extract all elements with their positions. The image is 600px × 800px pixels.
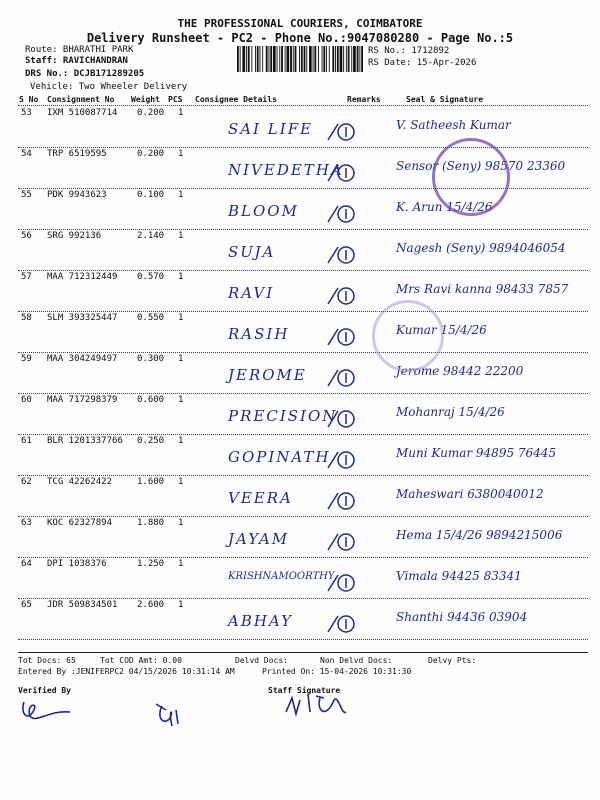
row-sno: 53 — [21, 108, 32, 118]
row-pcs: 1 — [178, 108, 184, 118]
row-pcs: 1 — [178, 477, 184, 487]
row-seal-signature: Shanthi 94436 03904 — [396, 610, 528, 624]
row-consignee-name: PRECISION — [228, 407, 338, 425]
row-pcs: 1 — [178, 354, 184, 364]
row-consignee-name: RAVI — [228, 284, 275, 302]
row-consignment-no: TCG 42262422 — [47, 477, 113, 487]
row-consignee-name: GOPINATH — [228, 448, 331, 466]
table-row — [0, 354, 600, 396]
table-row — [0, 231, 600, 273]
row-consignee-name: NIVEDETHA — [228, 161, 344, 179]
row-consignee-name: SUJA — [228, 243, 276, 261]
row-consignment-no: TRP 6519595 — [47, 149, 107, 159]
printed-on: Printed On: 15-04-2026 10:31:30 — [262, 667, 412, 676]
remark-delivered-mark — [326, 571, 356, 595]
remark-delivered-mark — [326, 284, 356, 308]
verifier-signature — [18, 696, 78, 726]
staff-signature — [282, 690, 362, 724]
row-divider — [18, 598, 588, 599]
staff-signature-label: Staff Signature — [268, 686, 341, 695]
col-pcs: PCS — [168, 95, 183, 104]
table-row — [0, 477, 600, 519]
col-consignment: Consignment No — [47, 95, 115, 104]
row-weight: 0.570 — [137, 272, 165, 282]
row-weight: 0.550 — [137, 313, 165, 323]
table-row — [0, 149, 600, 191]
col-remarks: Remarks — [347, 95, 381, 104]
row-consignment-no: IXM 510087714 — [47, 108, 118, 118]
row-weight: 0.300 — [137, 354, 165, 364]
col-sno: S No — [19, 95, 39, 104]
row-seal-signature: Jerome 98442 22200 — [396, 364, 524, 378]
row-consignment-no: JDR 509834501 — [47, 600, 118, 610]
row-sno: 59 — [21, 354, 32, 364]
row-seal-signature: Kumar 15/4/26 — [396, 323, 487, 337]
verified-by-label: Verified By — [18, 686, 71, 695]
row-consignment-no: SLM 393325447 — [47, 313, 118, 323]
row-weight: 0.200 — [137, 149, 165, 159]
remark-delivered-mark — [326, 489, 356, 513]
table-row — [0, 395, 600, 437]
remark-delivered-mark — [326, 612, 356, 636]
row-sno: 58 — [21, 313, 32, 323]
row-sno: 61 — [21, 436, 32, 446]
row-consignee-name: JEROME — [228, 366, 307, 384]
row-pcs: 1 — [178, 518, 184, 528]
row-sno: 57 — [21, 272, 32, 282]
row-divider — [18, 434, 588, 435]
row-pcs: 1 — [178, 272, 184, 282]
row-weight: 0.100 — [137, 190, 165, 200]
row-consignee-name: BLOOM — [228, 202, 299, 220]
row-consignment-no: MAA 304249497 — [47, 354, 118, 364]
row-consignee-name: KRISHNAMOORTHY — [228, 571, 335, 582]
footer-divider — [18, 652, 588, 653]
row-weight: 0.200 — [137, 108, 165, 118]
row-consignee-name: SAI LIFE — [228, 120, 314, 138]
remark-delivered-mark — [326, 243, 356, 267]
row-consignment-no: MAA 712312449 — [47, 272, 118, 282]
row-pcs: 1 — [178, 231, 184, 241]
row-sno: 54 — [21, 149, 32, 159]
row-pcs: 1 — [178, 395, 184, 405]
table-row — [0, 559, 600, 601]
remark-delivered-mark — [326, 366, 356, 390]
staff: Staff: RAVICHANDRAN — [25, 56, 128, 66]
row-pcs: 1 — [178, 600, 184, 610]
table-row — [0, 518, 600, 560]
table-row — [0, 313, 600, 355]
row-pcs: 1 — [178, 559, 184, 569]
row-pcs: 1 — [178, 313, 184, 323]
row-weight: 1.600 — [137, 477, 165, 487]
row-divider — [18, 639, 588, 640]
company-seal-stamp — [432, 138, 510, 216]
row-weight: 1.250 — [137, 559, 165, 569]
rs-number: RS No.: 1712892 — [368, 46, 450, 56]
row-seal-signature: K. Arun 15/4/26 — [396, 200, 493, 214]
route: Route: BHARATHI PARK — [25, 45, 134, 55]
row-divider — [18, 270, 588, 271]
row-divider — [18, 311, 588, 312]
remark-delivered-mark — [326, 407, 356, 431]
vehicle: Vehicle: Two Wheeler Delivery — [30, 82, 188, 92]
row-consignment-no: KOC 62327894 — [47, 518, 113, 528]
row-divider — [18, 516, 588, 517]
non-delivered-docs: Non Delvd Docs: — [320, 656, 393, 665]
row-consignee-name: VEERA — [228, 489, 293, 507]
row-sno: 60 — [21, 395, 32, 405]
remark-delivered-mark — [326, 120, 356, 144]
rs-date: RS Date: 15-Apr-2026 — [368, 58, 477, 68]
runsheet-title: Delivery Runsheet - PC2 - Phone No.:9047080280 - Page No.:5 — [86, 31, 514, 45]
company-name: THE PROFESSIONAL COURIERS, COIMBATORE — [177, 17, 423, 30]
row-divider — [18, 147, 588, 148]
row-weight: 0.600 — [137, 395, 165, 405]
remark-delivered-mark — [326, 530, 356, 554]
total-cod-amount: Tot COD Amt: 0.00 — [100, 656, 182, 665]
row-weight: 2.600 — [137, 600, 165, 610]
row-seal-signature: Nagesh (Seny) 9894046054 — [396, 241, 566, 255]
row-consignment-no: SRG 992136 — [47, 231, 102, 241]
row-sno: 55 — [21, 190, 32, 200]
table-row — [0, 600, 600, 642]
remark-delivered-mark — [326, 325, 356, 349]
row-consignment-no: PDK 9943623 — [47, 190, 107, 200]
table-row — [0, 108, 600, 150]
row-sno: 62 — [21, 477, 32, 487]
col-seal-signature: Seal & Signature — [406, 95, 484, 104]
row-divider — [18, 352, 588, 353]
row-sno: 65 — [21, 600, 32, 610]
row-seal-signature: Muni Kumar 94895 76445 — [396, 446, 557, 460]
header-divider — [18, 105, 588, 106]
row-divider — [18, 557, 588, 558]
col-consignee: Consignee Details — [195, 95, 277, 104]
row-consignee-name: ABHAY — [228, 612, 294, 630]
delivery-points: Delvy Pts: — [428, 656, 477, 665]
row-seal-signature: Vimala 94425 83341 — [396, 569, 522, 583]
remark-delivered-mark — [326, 448, 356, 472]
row-consignment-no: BLR 1201337766 — [47, 436, 123, 446]
col-weight: Weight — [131, 95, 160, 104]
row-weight: 1.880 — [137, 518, 165, 528]
row-seal-signature: Sensor (Seny) 98570 23360 — [396, 159, 566, 173]
remark-delivered-mark — [326, 161, 356, 185]
row-consignment-no: DPI 1038376 — [47, 559, 107, 569]
entered-by: Entered By :JENIFERPC2 04/15/2026 10:31:14 AM — [18, 667, 235, 676]
row-seal-signature: Hema 15/4/26 9894215006 — [396, 528, 563, 542]
drs-number: DRS No.: DCJB171289205 — [25, 69, 145, 79]
row-pcs: 1 — [178, 436, 184, 446]
row-pcs: 1 — [178, 149, 184, 159]
row-weight: 0.250 — [137, 436, 165, 446]
row-seal-signature: Maheswari 6380040012 — [396, 487, 544, 501]
row-seal-signature: Mrs Ravi kanna 98433 7857 — [396, 282, 569, 296]
row-consignee-name: JAYAM — [228, 530, 290, 548]
row-consignee-name: RASIH — [228, 325, 290, 343]
row-consignment-no: MAA 717298379 — [47, 395, 118, 405]
delivered-docs: Delvd Docs: — [235, 656, 288, 665]
row-sno: 56 — [21, 231, 32, 241]
second-verifier-signature — [148, 700, 188, 732]
row-sno: 63 — [21, 518, 32, 528]
barcode — [237, 46, 365, 72]
row-sno: 64 — [21, 559, 32, 569]
row-seal-signature: Mohanraj 15/4/26 — [396, 405, 505, 419]
remark-delivered-mark — [326, 202, 356, 226]
row-pcs: 1 — [178, 190, 184, 200]
faded-seal-stamp — [372, 300, 444, 372]
total-docs: Tot Docs: 65 — [18, 656, 76, 665]
row-seal-signature: V. Satheesh Kumar — [396, 118, 511, 132]
row-divider — [18, 229, 588, 230]
table-row — [0, 190, 600, 232]
row-weight: 2.140 — [137, 231, 165, 241]
table-row — [0, 272, 600, 314]
row-divider — [18, 393, 588, 394]
row-divider — [18, 475, 588, 476]
table-row — [0, 436, 600, 478]
